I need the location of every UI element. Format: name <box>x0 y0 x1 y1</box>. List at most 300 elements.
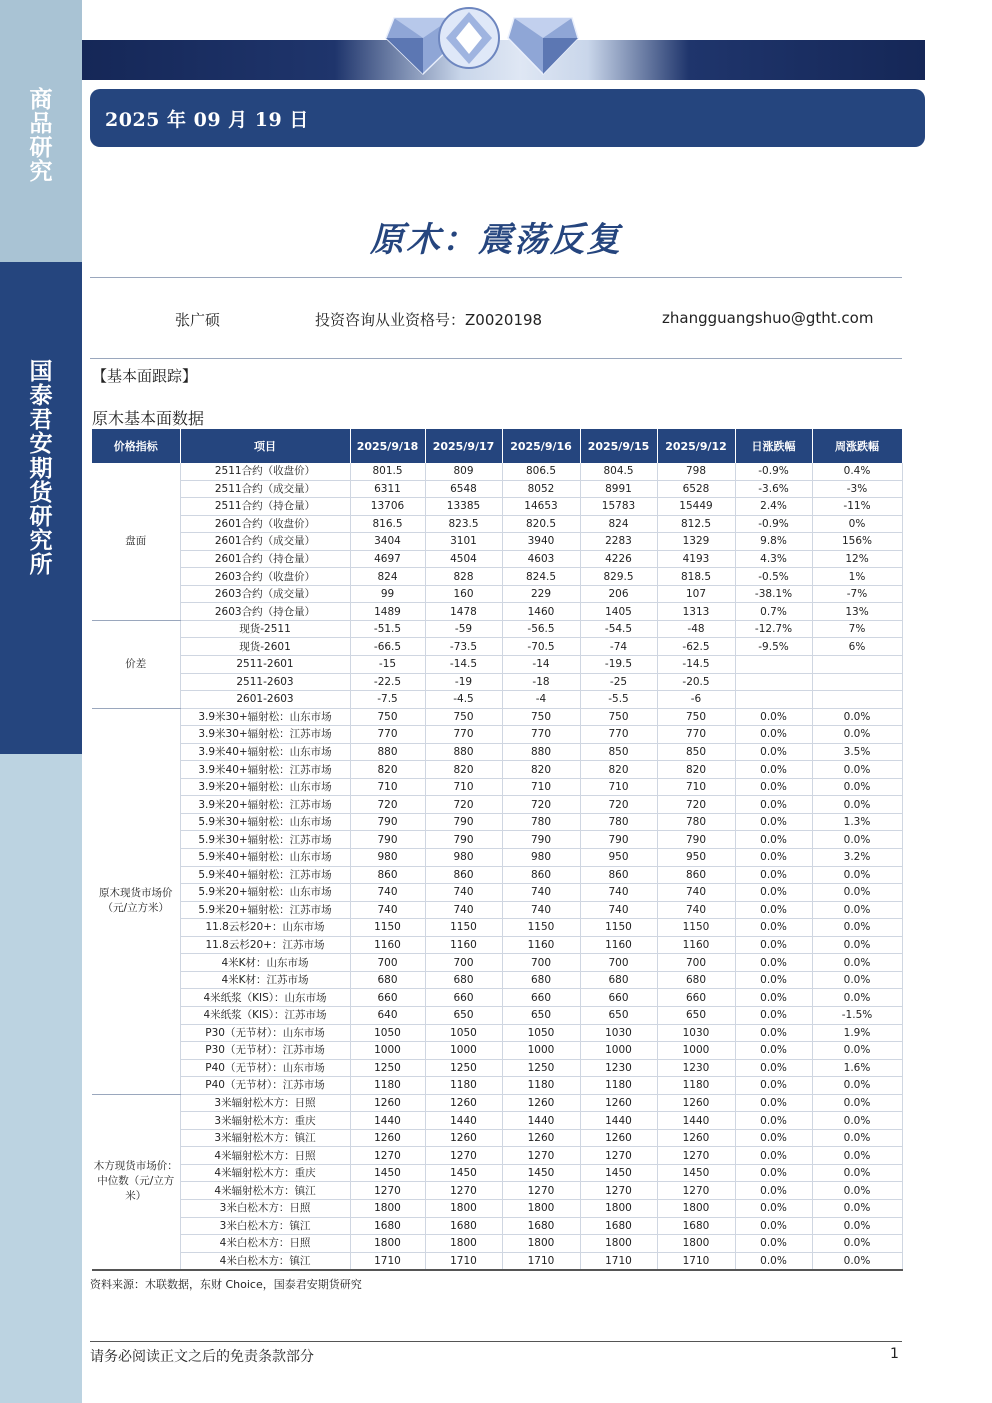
sidebar-char: 究 <box>29 526 53 554</box>
group-label: 价差 <box>92 620 180 708</box>
group-label: 盘面 <box>92 463 180 620</box>
table-cell: -0.9% <box>735 463 812 480</box>
table-row <box>92 515 902 533</box>
table-cell: 1000 <box>580 1042 657 1060</box>
row-item-label: 3.9米40+辐射松：山东市场 <box>180 743 350 761</box>
table-cell: 700 <box>425 954 502 972</box>
table-row <box>92 1199 902 1217</box>
table-cell: 0.0% <box>812 884 902 902</box>
sidebar-char: 货 <box>29 478 53 506</box>
table-row <box>92 691 902 709</box>
table-cell: 1270 <box>350 1147 425 1165</box>
table-cell: 801.5 <box>350 463 425 480</box>
table-cell <box>812 656 902 674</box>
table-row <box>92 1024 902 1042</box>
sidebar-char: 泰 <box>29 382 53 410</box>
table-cell: -54.5 <box>580 620 657 638</box>
table-row <box>92 550 902 568</box>
table-cell: 750 <box>502 708 580 726</box>
table-cell: 1250 <box>425 1059 502 1077</box>
table-cell: 1710 <box>580 1252 657 1270</box>
table-cell: 0.0% <box>735 1094 812 1112</box>
table-cell: 770 <box>580 726 657 744</box>
page-number: 1 <box>890 1346 899 1362</box>
table-cell: 860 <box>425 866 502 884</box>
table-row <box>92 585 902 603</box>
table-cell: 1680 <box>425 1217 502 1235</box>
table-cell: 790 <box>350 831 425 849</box>
table-cell: -70.5 <box>502 638 580 656</box>
table-row <box>92 936 902 954</box>
table-cell: -6 <box>657 691 735 709</box>
table-cell: 660 <box>657 989 735 1007</box>
table-cell: 950 <box>580 849 657 867</box>
table-cell: 0.0% <box>735 1252 812 1270</box>
table-cell: 640 <box>350 1006 425 1024</box>
table-row <box>92 603 902 621</box>
table-cell: 0.0% <box>735 989 812 1007</box>
table-cell: 6% <box>812 638 902 656</box>
table-cell: 0.0% <box>735 778 812 796</box>
table-cell: 4226 <box>580 550 657 568</box>
table-row <box>92 1042 902 1060</box>
table-cell: -74 <box>580 638 657 656</box>
table-cell: 950 <box>657 849 735 867</box>
table-cell: 1000 <box>657 1042 735 1060</box>
table-cell: 720 <box>502 796 580 814</box>
author-license: 投资咨询从业资格号：Z0020198 <box>315 311 543 329</box>
table-cell: 1% <box>812 568 902 586</box>
row-item-label: 4米纸浆（KIS）：江苏市场 <box>180 1006 350 1024</box>
table-cell: 720 <box>580 796 657 814</box>
row-item-label: 11.8云杉20+：江苏市场 <box>180 936 350 954</box>
row-item-label: 2601合约（持仓量） <box>180 550 350 568</box>
table-cell: -59 <box>425 620 502 638</box>
table-cell: 1150 <box>502 919 580 937</box>
table-cell: -22.5 <box>350 673 425 691</box>
row-item-label: 5.9米20+辐射松：山东市场 <box>180 884 350 902</box>
table-cell: 1270 <box>580 1182 657 1200</box>
table-cell: 1160 <box>350 936 425 954</box>
row-item-label: 5.9米30+辐射松：山东市场 <box>180 813 350 831</box>
table-cell: 0.0% <box>812 919 902 937</box>
table-cell: 1460 <box>502 603 580 621</box>
table-cell: 0.0% <box>735 708 812 726</box>
author-email[interactable]: zhangguangshuo@gtht.com <box>662 309 874 327</box>
table-cell: 15449 <box>657 498 735 516</box>
row-item-label: 3米白松木方：日照 <box>180 1199 350 1217</box>
table-cell: -56.5 <box>502 620 580 638</box>
column-header: 日涨跌幅 <box>735 429 812 463</box>
table-cell: 1800 <box>657 1235 735 1253</box>
divider <box>90 277 902 278</box>
table-cell: 980 <box>425 849 502 867</box>
row-item-label: 3米辐射松木方：重庆 <box>180 1112 350 1130</box>
table-cell: 0.0% <box>735 1112 812 1130</box>
table-cell: 1800 <box>580 1235 657 1253</box>
table-cell: -19 <box>425 673 502 691</box>
table-cell: 1260 <box>580 1094 657 1112</box>
table-cell: 860 <box>580 866 657 884</box>
table-cell: 720 <box>350 796 425 814</box>
table-cell: 1440 <box>425 1112 502 1130</box>
table-cell: 790 <box>425 831 502 849</box>
table-cell: 0.0% <box>735 849 812 867</box>
table-cell: 1440 <box>350 1112 425 1130</box>
table-cell: 0.0% <box>735 1006 812 1024</box>
table-cell: 770 <box>657 726 735 744</box>
table-cell: 1180 <box>580 1077 657 1095</box>
table-row <box>92 743 902 761</box>
table-row <box>92 708 902 726</box>
table-cell: 0.0% <box>812 954 902 972</box>
table-cell: 740 <box>350 884 425 902</box>
table-cell: 680 <box>502 971 580 989</box>
table-cell: -7.5 <box>350 691 425 709</box>
column-header: 周涨跌幅 <box>812 429 902 463</box>
table-cell: 812.5 <box>657 515 735 533</box>
table-cell: 1680 <box>580 1217 657 1235</box>
table-cell: 1800 <box>502 1199 580 1217</box>
table-cell: -9.5% <box>735 638 812 656</box>
table-cell: 816.5 <box>350 515 425 533</box>
table-cell: 0.0% <box>812 1147 902 1165</box>
sidebar-char: 国 <box>29 358 53 385</box>
table-cell: 750 <box>350 708 425 726</box>
sidebar-char: 究 <box>29 158 53 186</box>
row-item-label: 2603合约（持仓量） <box>180 603 350 621</box>
table-cell: 0.0% <box>812 1112 902 1130</box>
table-cell: 680 <box>657 971 735 989</box>
table-cell: 1150 <box>580 919 657 937</box>
row-item-label: 4米辐射松木方：镇江 <box>180 1182 350 1200</box>
row-item-label: 11.8云杉20+：山东市场 <box>180 919 350 937</box>
table-cell: 790 <box>502 831 580 849</box>
table-cell: 750 <box>580 708 657 726</box>
table-cell: 0.0% <box>812 1182 902 1200</box>
table-cell: 14653 <box>502 498 580 516</box>
table-cell: -15 <box>350 656 425 674</box>
table-row <box>92 1094 902 1112</box>
table-cell: 740 <box>580 901 657 919</box>
table-cell: 1270 <box>502 1182 580 1200</box>
table-cell: 0.0% <box>735 866 812 884</box>
table-cell: 740 <box>580 884 657 902</box>
table-row <box>92 1059 902 1077</box>
table-cell: 1250 <box>350 1059 425 1077</box>
table-cell: 860 <box>350 866 425 884</box>
table-cell: 0.0% <box>735 1077 812 1095</box>
source-note: 资料来源：木联数据，东财 Choice，国泰君安期货研究 <box>90 1278 362 1291</box>
table-cell: 1489 <box>350 603 425 621</box>
table-cell: 1030 <box>657 1024 735 1042</box>
row-item-label: 3.9米30+辐射松：山东市场 <box>180 708 350 726</box>
table-cell: 770 <box>425 726 502 744</box>
table-cell: 740 <box>657 901 735 919</box>
table-cell: 2.4% <box>735 498 812 516</box>
table-cell <box>735 656 812 674</box>
table-row <box>92 1077 902 1095</box>
table-cell: 650 <box>657 1006 735 1024</box>
table-cell: 680 <box>580 971 657 989</box>
table-cell: -73.5 <box>425 638 502 656</box>
table-cell: -14 <box>502 656 580 674</box>
table-cell: 780 <box>502 813 580 831</box>
group-label: 木方现货市场价：中位数（元/立方米） <box>92 1094 180 1270</box>
table-cell: 1270 <box>580 1147 657 1165</box>
table-cell: 6528 <box>657 480 735 498</box>
table-cell: 660 <box>425 989 502 1007</box>
table-cell: 1000 <box>425 1042 502 1060</box>
table-cell: 860 <box>502 866 580 884</box>
column-header: 2025/9/15 <box>580 429 657 463</box>
table-cell: -4 <box>502 691 580 709</box>
table-cell: 1800 <box>657 1199 735 1217</box>
row-item-label: 2511合约（成交量） <box>180 480 350 498</box>
table-cell: 0.0% <box>735 831 812 849</box>
table-cell: 0.0% <box>735 1235 812 1253</box>
table-cell: 0.0% <box>812 761 902 779</box>
table-cell: 1800 <box>350 1235 425 1253</box>
table-cell: 1270 <box>425 1147 502 1165</box>
table-cell: 156% <box>812 533 902 551</box>
table-cell: 99 <box>350 585 425 603</box>
row-item-label: 3.9米20+辐射松：山东市场 <box>180 778 350 796</box>
table-cell: 790 <box>657 831 735 849</box>
table-cell: 1260 <box>657 1094 735 1112</box>
table-cell: 1.6% <box>812 1059 902 1077</box>
row-item-label: 4米纸浆（KIS）：山东市场 <box>180 989 350 1007</box>
table-cell: 740 <box>502 884 580 902</box>
table-cell: 0.0% <box>812 831 902 849</box>
table-cell: 820 <box>425 761 502 779</box>
table-cell: 0.0% <box>812 1077 902 1095</box>
table-cell: -5.5 <box>580 691 657 709</box>
table-cell: 1800 <box>425 1199 502 1217</box>
table-cell: 1260 <box>425 1129 502 1147</box>
table-cell: 710 <box>502 778 580 796</box>
table-row <box>92 1112 902 1130</box>
column-header: 2025/9/18 <box>350 429 425 463</box>
column-header: 2025/9/17 <box>425 429 502 463</box>
sidebar-char: 君 <box>29 406 53 434</box>
table-row <box>92 1252 902 1270</box>
table-cell: 1230 <box>580 1059 657 1077</box>
table-row <box>92 533 902 551</box>
table-cell: 0.0% <box>735 761 812 779</box>
footer-disclaimer: 请务必阅读正文之后的免责条款部分 <box>90 1349 314 1365</box>
table-cell: 1260 <box>425 1094 502 1112</box>
table-cell: 1440 <box>502 1112 580 1130</box>
column-header: 2025/9/16 <box>502 429 580 463</box>
table-row <box>92 919 902 937</box>
table-cell: 0.0% <box>735 726 812 744</box>
row-item-label: P40（无节材）：山东市场 <box>180 1059 350 1077</box>
table-cell: 1710 <box>502 1252 580 1270</box>
table-cell: 0.0% <box>735 1217 812 1235</box>
table-cell: 700 <box>502 954 580 972</box>
table-cell: 15783 <box>580 498 657 516</box>
table-cell: 1800 <box>350 1199 425 1217</box>
table-cell: 1180 <box>425 1077 502 1095</box>
section-tag: 【基本面跟踪】 <box>92 367 198 385</box>
table-row <box>92 480 902 498</box>
table-row <box>92 620 902 638</box>
row-item-label: 5.9米30+辐射松：江苏市场 <box>180 831 350 849</box>
table-row <box>92 1147 902 1165</box>
table-cell: 0.0% <box>812 796 902 814</box>
table-cell: 1160 <box>502 936 580 954</box>
sidebar-char: 商 <box>29 86 53 113</box>
row-item-label: 2603合约（成交量） <box>180 585 350 603</box>
table-cell: 3.2% <box>812 849 902 867</box>
table-cell: 0.0% <box>812 726 902 744</box>
table-cell: 740 <box>502 901 580 919</box>
table-cell: 0.0% <box>735 1024 812 1042</box>
table-cell: 0.0% <box>812 1164 902 1182</box>
row-item-label: 2603合约（收盘价） <box>180 568 350 586</box>
table-row <box>92 673 902 691</box>
table-cell: 1160 <box>657 936 735 954</box>
sidebar-char: 安 <box>29 430 53 458</box>
table-row <box>92 866 902 884</box>
table-cell: 1680 <box>657 1217 735 1235</box>
table-row <box>92 463 902 480</box>
table-cell: 0.0% <box>735 1182 812 1200</box>
table-cell: -20.5 <box>657 673 735 691</box>
table-cell: 0.0% <box>812 1129 902 1147</box>
table-cell: 0.0% <box>812 1217 902 1235</box>
table-cell: 980 <box>350 849 425 867</box>
table-cell: 820 <box>657 761 735 779</box>
table-row <box>92 568 902 586</box>
table-cell: 1800 <box>580 1199 657 1217</box>
row-item-label: 3.9米40+辐射松：江苏市场 <box>180 761 350 779</box>
table-cell: 1800 <box>502 1235 580 1253</box>
table-cell: 1260 <box>350 1094 425 1112</box>
table-row <box>92 901 902 919</box>
table-row <box>92 1006 902 1024</box>
table-cell: -0.9% <box>735 515 812 533</box>
table-cell: 0.0% <box>735 743 812 761</box>
table-cell: 750 <box>657 708 735 726</box>
table-cell: 1.3% <box>812 813 902 831</box>
table-cell: 0.0% <box>735 1129 812 1147</box>
fundamentals-table <box>92 429 903 1271</box>
table-cell <box>812 673 902 691</box>
table-cell: 4697 <box>350 550 425 568</box>
table-cell: 700 <box>657 954 735 972</box>
table-cell: 790 <box>580 831 657 849</box>
table-cell: 12% <box>812 550 902 568</box>
table-cell: -12.7% <box>735 620 812 638</box>
table-cell: 824 <box>350 568 425 586</box>
report-date: 2025 年 09 月 19 日 <box>105 109 309 131</box>
table-cell: -66.5 <box>350 638 425 656</box>
table-cell: 3.5% <box>812 743 902 761</box>
table-cell: 804.5 <box>580 463 657 480</box>
row-item-label: 2601-2603 <box>180 691 350 709</box>
table-cell: 1440 <box>657 1112 735 1130</box>
row-item-label: 2601合约（成交量） <box>180 533 350 551</box>
table-cell: 9.8% <box>735 533 812 551</box>
table-cell: 4504 <box>425 550 502 568</box>
table-cell: 1313 <box>657 603 735 621</box>
table-cell: 710 <box>425 778 502 796</box>
table-cell: 790 <box>425 813 502 831</box>
table-cell: 1150 <box>425 919 502 937</box>
table-row <box>92 831 902 849</box>
table-row <box>92 813 902 831</box>
table-cell: -19.5 <box>580 656 657 674</box>
table-cell: 1030 <box>580 1024 657 1042</box>
row-item-label: 4米辐射松木方：重庆 <box>180 1164 350 1182</box>
table-cell: 1450 <box>350 1164 425 1182</box>
table-cell: 1180 <box>502 1077 580 1095</box>
table-cell: 750 <box>425 708 502 726</box>
table-cell: 780 <box>580 813 657 831</box>
row-item-label: 4米白松木方：镇江 <box>180 1252 350 1270</box>
table-cell: 3101 <box>425 533 502 551</box>
table-cell: 1160 <box>580 936 657 954</box>
table-cell: 1450 <box>425 1164 502 1182</box>
table-cell: 13385 <box>425 498 502 516</box>
table-cell: 1260 <box>502 1129 580 1147</box>
table-cell: 720 <box>657 796 735 814</box>
table-cell: 980 <box>502 849 580 867</box>
table-cell <box>735 691 812 709</box>
table-cell: 1000 <box>350 1042 425 1060</box>
sidebar-char: 研 <box>29 134 53 162</box>
table-cell: 1710 <box>657 1252 735 1270</box>
table-cell: 2283 <box>580 533 657 551</box>
table-cell: 0% <box>812 515 902 533</box>
table-cell: 0.0% <box>735 796 812 814</box>
row-item-label: 4米K材：江苏市场 <box>180 971 350 989</box>
table-cell: 1710 <box>425 1252 502 1270</box>
table-cell: -0.5% <box>735 568 812 586</box>
table-cell: -51.5 <box>350 620 425 638</box>
table-row <box>92 1164 902 1182</box>
table-row <box>92 989 902 1007</box>
table-cell: -1.5% <box>812 1006 902 1024</box>
table-cell <box>812 691 902 709</box>
table-cell: -14.5 <box>425 656 502 674</box>
table-cell: 0.4% <box>812 463 902 480</box>
table-body <box>92 463 902 1270</box>
author-name: 张广硕 <box>175 311 221 329</box>
table-cell: 3404 <box>350 533 425 551</box>
diamond-icon <box>430 6 508 70</box>
table-cell: 0.0% <box>812 989 902 1007</box>
table-cell: -3.6% <box>735 480 812 498</box>
table-cell: 1.9% <box>812 1024 902 1042</box>
table-cell <box>735 673 812 691</box>
table-cell: 740 <box>425 884 502 902</box>
table-cell: -18 <box>502 673 580 691</box>
table-cell: -7% <box>812 585 902 603</box>
row-item-label: 2511-2603 <box>180 673 350 691</box>
table-cell: 660 <box>502 989 580 1007</box>
table-cell: 824.5 <box>502 568 580 586</box>
table-cell: 680 <box>425 971 502 989</box>
table-cell: 0.0% <box>812 1252 902 1270</box>
table-cell: 806.5 <box>502 463 580 480</box>
row-item-label: 4米K材：山东市场 <box>180 954 350 972</box>
table-row <box>92 971 902 989</box>
table-cell: 820 <box>502 761 580 779</box>
table-cell: 1800 <box>425 1235 502 1253</box>
